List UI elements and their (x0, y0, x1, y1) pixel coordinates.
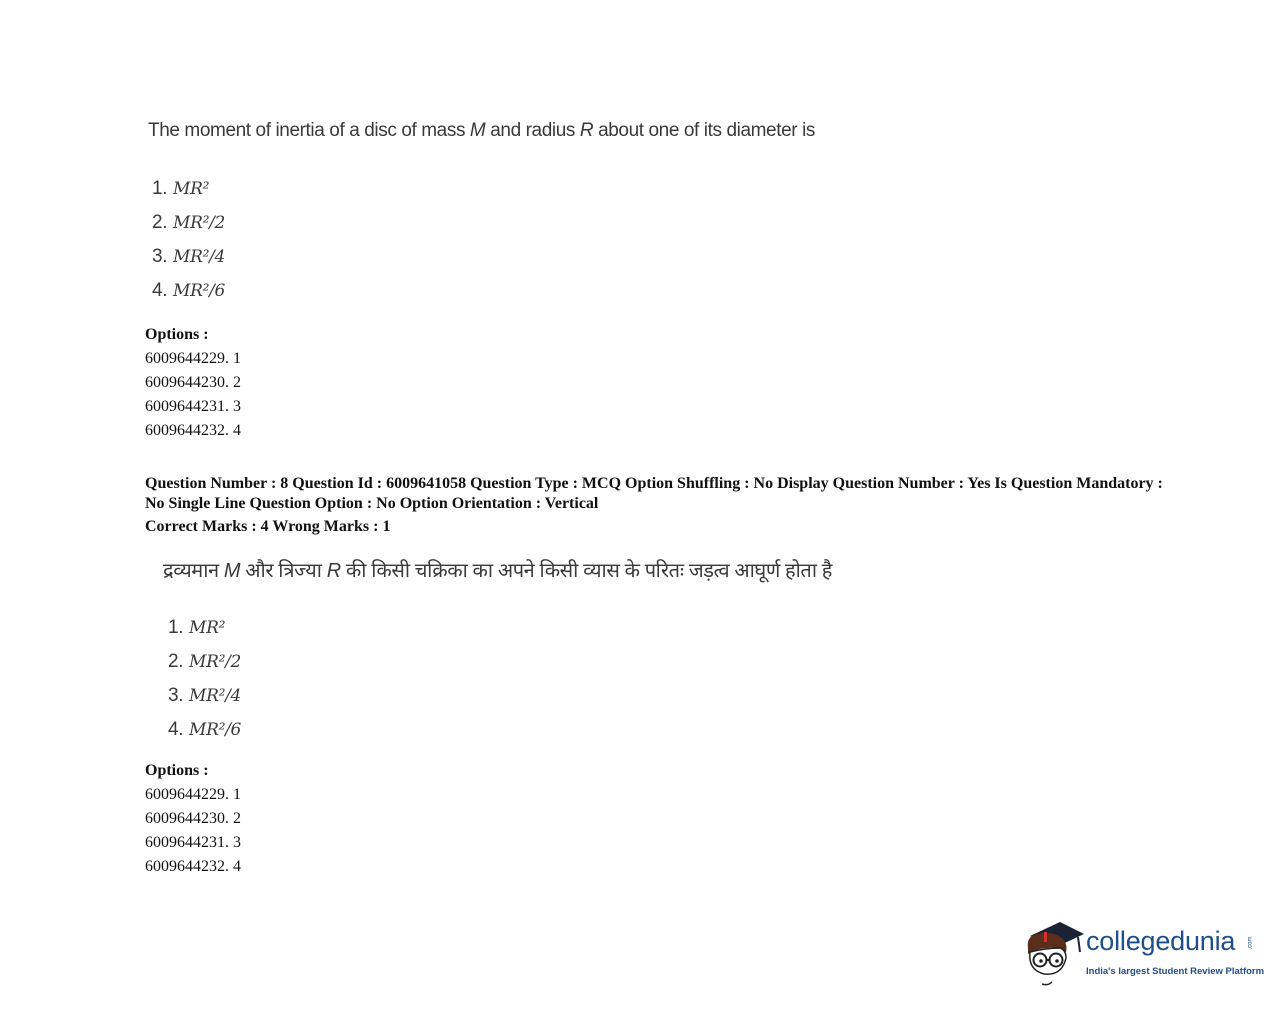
option-id-line: 6009644232. 4 (145, 858, 241, 875)
choice-item: 2. MR²/2 (168, 651, 242, 672)
choice-item: 2. MR²/2 (152, 212, 226, 233)
option-id-line: 6009644231. 3 (145, 398, 241, 415)
option-id-line: 6009644230. 2 (145, 374, 241, 391)
collegedunia-logo (1022, 918, 1265, 990)
options-heading: Options : (145, 326, 209, 343)
choice-item: 1. MR² (152, 178, 210, 199)
student-mascot-icon (1022, 918, 1086, 990)
choices-english (152, 172, 225, 308)
options-heading: Options : (145, 762, 209, 779)
option-id-line: 6009644231. 3 (145, 834, 241, 851)
logo-name: collegedunia (1086, 926, 1236, 956)
choices-hindi (168, 611, 241, 747)
logo-tagline: India's largest Student Review Platform (1086, 966, 1265, 977)
option-id-line: 6009644232. 4 (145, 422, 241, 439)
options-block (145, 759, 241, 879)
choice-item: 4. MR²/6 (168, 719, 242, 740)
question-marks: Correct Marks : 4 Wrong Marks : 1 (145, 518, 391, 535)
choice-item: 1. MR² (168, 617, 226, 638)
option-id-line: 6009644230. 2 (145, 810, 241, 827)
choice-item: 3. MR²/4 (168, 685, 242, 706)
question-meta: Question Number : 8 Question Id : 6009641058 Question Type : MCQ Option Shuffling : No Display Question Number : Yes Is Question Mandatory : No Single Line Question Option : No Option Orientation : Vertical (145, 475, 1163, 512)
logo-suffix: .com (1247, 936, 1254, 950)
choice-item: 3. MR²/4 (152, 246, 226, 267)
question-text-english: The moment of inertia of a disc of mass M and radius R about one of its diameter is (148, 120, 815, 141)
choice-item: 4. MR²/6 (152, 280, 226, 301)
question-text-hindi: द्रव्यमान M और त्रिज्या R की किसी चक्रिका का अपने किसी व्यास के परितः जड़त्व आघूर्ण होता है (163, 560, 832, 582)
option-id-line: 6009644229. 1 (145, 786, 241, 803)
option-id-line: 6009644229. 1 (145, 350, 241, 367)
options-block (145, 323, 241, 443)
